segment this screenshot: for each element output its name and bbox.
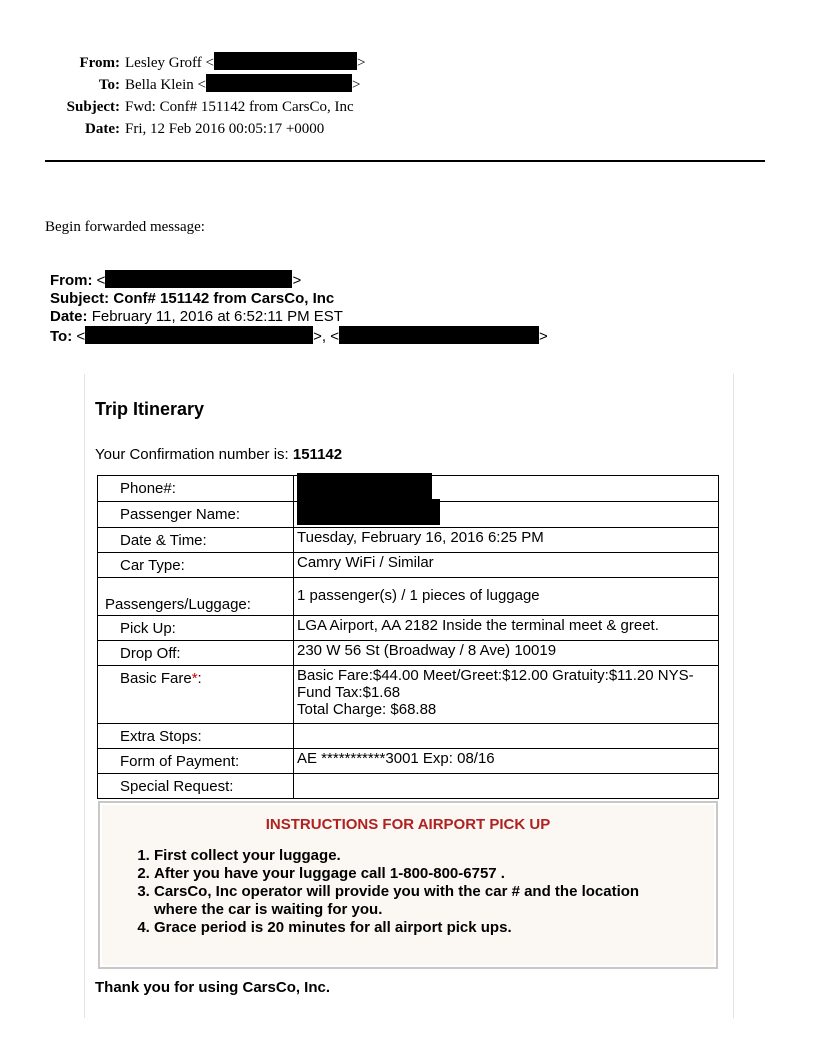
redaction-bar: [206, 74, 352, 92]
row-label: Form of Payment:: [98, 749, 294, 774]
begin-forwarded-text: Begin forwarded message:: [45, 219, 205, 235]
list-item: 2. After you have your luggage call 1-800-800-6757 .: [154, 865, 684, 883]
email-from-close: >: [357, 55, 366, 71]
email-from-label: From:: [79, 55, 120, 71]
row-value: AE ***********3001 Exp: 08/16: [294, 749, 719, 774]
row-label: Drop Off:: [98, 641, 294, 666]
confirmation-prefix: Your Confirmation number is:: [95, 446, 293, 463]
row-value: Camry WiFi / Similar: [294, 553, 719, 578]
list-item: 3. CarsCo, Inc operator will provide you with the car # and the location where the car is waiting for you.: [154, 883, 684, 919]
required-asterisk: *: [191, 670, 198, 687]
table-row: [98, 553, 719, 578]
email-from-row: [45, 52, 365, 74]
label-colon: :: [197, 670, 202, 687]
redaction-bar: [339, 326, 539, 344]
airport-instructions-box: [98, 801, 718, 969]
redaction-bar: [297, 499, 440, 525]
forwarded-subject-value: Conf# 151142 from CarsCo, Inc: [113, 290, 335, 307]
table-row: [98, 528, 719, 553]
forwarded-header: [50, 270, 548, 346]
table-row: [98, 774, 719, 799]
row-label: [98, 666, 294, 724]
itinerary-title: Trip Itinerary: [95, 399, 205, 419]
row-label: Passenger Name:: [98, 502, 294, 528]
forwarded-from-label: From:: [50, 272, 93, 289]
row-value: 1 passenger(s) / 1 pieces of luggage: [294, 578, 719, 616]
email-date-value: Fri, 12 Feb 2016 00:05:17 +0000: [125, 121, 325, 137]
row-label: Date & Time:: [98, 528, 294, 553]
table-row: [98, 666, 719, 724]
itinerary-table: [97, 475, 719, 799]
row-value: [294, 724, 719, 749]
forwarded-date-row: [50, 308, 548, 326]
table-row: [98, 502, 719, 528]
forwarded-to-row: [50, 326, 548, 346]
forwarded-to-separator: >, <: [313, 328, 340, 345]
forwarded-date-label: Date:: [50, 308, 88, 325]
row-value: [294, 502, 719, 528]
table-row: [98, 476, 719, 502]
row-label: Passengers/Luggage:: [98, 578, 294, 616]
row-value: Tuesday, February 16, 2016 6:25 PM: [294, 528, 719, 553]
instructions-heading: INSTRUCTIONS FOR AIRPORT PICK UP: [265, 816, 551, 833]
table-row: [98, 578, 719, 616]
email-to-close: >: [351, 77, 361, 93]
row-value: [294, 774, 719, 799]
email-subject-row: [45, 96, 365, 118]
email-to-row: [45, 74, 365, 96]
forwarded-subject-row: [50, 290, 548, 308]
email-from-value: [125, 52, 365, 74]
row-value: 230 W 56 St (Broadway / 8 Ave) 10019: [294, 641, 719, 666]
table-row: [98, 616, 719, 641]
forwarded-from-row: [50, 270, 548, 290]
forwarded-to-label: To:: [50, 328, 73, 345]
row-value: [294, 476, 719, 502]
table-row: [98, 641, 719, 666]
email-to-value: [125, 74, 360, 96]
row-label: Extra Stops:: [98, 724, 294, 749]
confirmation-number: 151142: [292, 446, 343, 463]
list-item: 1. First collect your luggage.: [154, 847, 684, 865]
table-row: [98, 724, 719, 749]
email-from-text: Lesley Groff <: [125, 55, 214, 71]
row-label: Pick Up:: [98, 616, 294, 641]
row-label: Special Request:: [98, 774, 294, 799]
header-divider: [45, 160, 765, 162]
forwarded-from-open: <: [96, 272, 106, 289]
email-date-label: Date:: [85, 121, 120, 137]
email-to-label: To:: [98, 77, 120, 93]
row-label: Car Type:: [98, 553, 294, 578]
list-item: 4. Grace period is 20 minutes for all airport pick ups.: [154, 919, 684, 937]
confirmation-line: [95, 446, 342, 463]
email-date-row: [45, 118, 365, 140]
email-to-text: Bella Klein <: [125, 77, 206, 93]
forwarded-to-open: <: [76, 328, 86, 345]
instructions-list: [114, 847, 684, 937]
row-value: LGA Airport, AA 2182 Inside the terminal meet & greet.: [294, 616, 719, 641]
email-subject-value: Fwd: Conf# 151142 from CarsCo, Inc: [125, 99, 354, 115]
email-subject-label: Subject:: [66, 99, 120, 115]
redaction-bar: [214, 52, 357, 70]
forwarded-date-value: February 11, 2016 at 6:52:11 PM EST: [91, 308, 343, 325]
redaction-bar: [297, 473, 432, 499]
redaction-bar: [105, 270, 292, 288]
forwarded-to-close: >: [539, 328, 548, 345]
row-value: [294, 666, 719, 724]
forwarded-subject-label: Subject:: [50, 290, 110, 307]
forwarded-from-close: >: [292, 272, 302, 289]
email-header: [45, 52, 365, 140]
thank-you-text: Thank you for using CarsCo, Inc.: [95, 979, 331, 996]
table-row: [98, 749, 719, 774]
basic-fare-label: Basic Fare: [120, 670, 192, 687]
total-charge: Total Charge: $68.88: [297, 701, 437, 718]
row-label: Phone#:: [98, 476, 294, 502]
redaction-bar: [85, 326, 313, 344]
fare-breakdown: Basic Fare:$44.00 Meet/Greet:$12.00 Gratuity:$11.20 NYS-Fund Tax:$1.68: [297, 667, 694, 701]
